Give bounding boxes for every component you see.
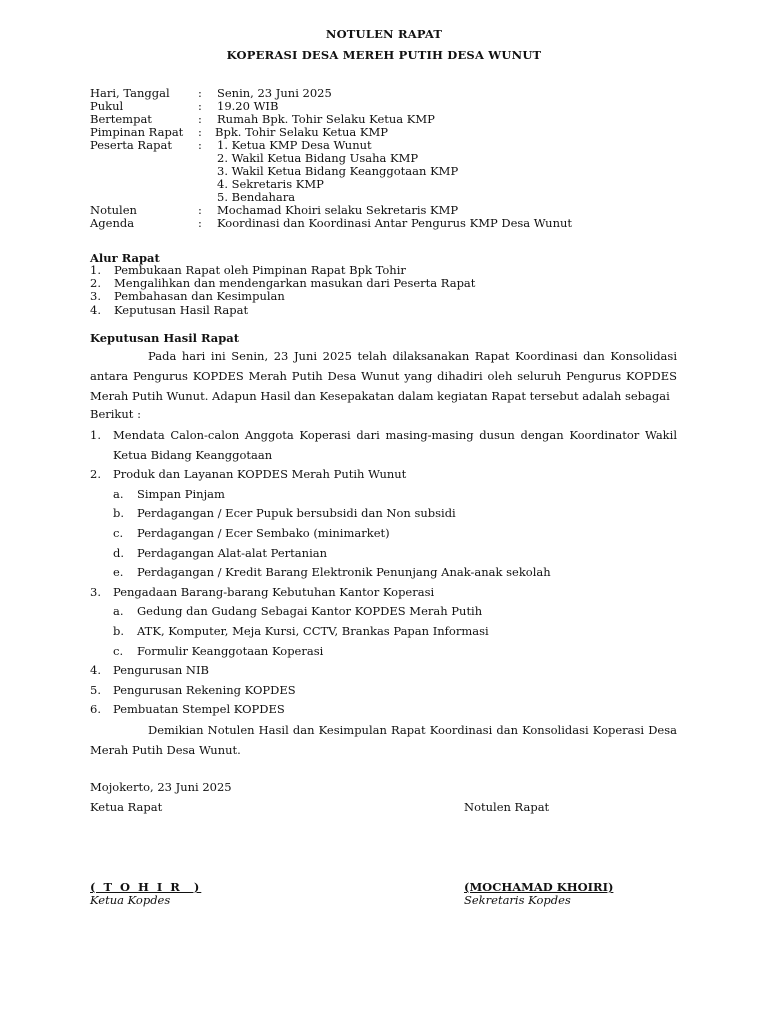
sub-item: [113, 622, 677, 642]
list-item: 2. Wakil Ketua Bidang Usaha KMP: [217, 151, 419, 165]
list-item: [90, 304, 475, 317]
item-body: [113, 583, 677, 661]
info-label: Hari, Tanggal: [90, 86, 170, 100]
list-item: [90, 681, 677, 701]
item-text: Pengurusan Rekening KOPDES: [113, 682, 296, 697]
left-signer-title: Ketua Kopdes: [90, 893, 171, 907]
item-text: Pengurusan NIB: [113, 663, 209, 678]
list-item: 1. Ketua KMP Desa Wunut: [217, 138, 372, 152]
sub-letter: b.: [113, 506, 125, 521]
info-row-agenda: [90, 217, 572, 230]
info-label: Pimpinan Rapat: [90, 125, 184, 139]
item-number: 4.: [90, 663, 101, 678]
sub-text: Perdagangan Alat-alat Pertanian: [137, 545, 328, 560]
sub-item: [113, 602, 677, 622]
sub-text: Gedung dan Gudang Sebagai Kantor KOPDES Merah Putih: [137, 604, 483, 619]
alur-heading: Alur Rapat: [90, 251, 160, 265]
item-text: Pembukaan Rapat oleh Pimpinan Rapat Bpk Tohir: [114, 263, 406, 277]
item-text: Mengalihkan dan mendengarkan masukan dari Peserta Rapat: [114, 276, 476, 291]
list-item: [90, 426, 677, 465]
sub-list: [113, 485, 677, 583]
right-signer-title: Sekretaris Kopdes: [464, 893, 571, 907]
item-text: Mendata Calon-calon Anggota Koperasi dari masing-masing dusun dengan Koordinator Wakil Ketua Bidang Keanggotaan: [113, 428, 677, 462]
item-text: Pembahasan dan Kesimpulan: [114, 289, 285, 304]
berikut-label: Berikut :: [90, 407, 141, 421]
sub-text: Perdagangan / Ecer Sembako (minimarket): [137, 525, 390, 540]
sub-text: Perdagangan / Kredit Barang Elektronik Penunjang Anak-anak sekolah: [137, 565, 551, 580]
info-colon: :: [198, 99, 202, 113]
info-label: Notulen: [90, 203, 137, 217]
sub-item: [113, 544, 677, 564]
peserta-list: [215, 139, 458, 204]
info-label: Bertempat: [90, 112, 152, 126]
document-subtitle: KOPERASI DESA MEREH PUTIH DESA WUNUT: [226, 48, 542, 62]
sub-item: [113, 485, 677, 505]
right-signer-role: Notulen Rapat: [464, 800, 550, 814]
info-value: 19.20 WIB: [217, 99, 279, 113]
closing-paragraph: Demikian Notulen Hasil dan Kesimpulan Rapat Koordinasi dan Konsolidasi Koperasi Desa Merah Putih Desa Wunut.: [90, 723, 677, 757]
alur-list: [90, 264, 475, 317]
info-value: Bpk. Tohir Selaku Ketua KMP: [215, 125, 389, 139]
sub-letter: b.: [113, 623, 125, 638]
decision-list: [90, 426, 677, 720]
list-item: [90, 661, 677, 681]
item-number: 4.: [90, 302, 101, 317]
info-value: Mochamad Khoiri selaku Sekretaris KMP: [217, 203, 459, 217]
list-item: [90, 465, 677, 583]
sub-letter: d.: [113, 545, 125, 560]
list-item: 4. Sekretaris KMP: [217, 177, 324, 191]
item-number: 3.: [90, 584, 101, 599]
info-value: Koordinasi dan Koordinasi Antar Pengurus KMP Desa Wunut: [217, 216, 573, 230]
sub-letter: a.: [113, 604, 124, 619]
info-row-hari: [90, 87, 572, 100]
sub-letter: e.: [113, 565, 124, 580]
item-number: 1.: [90, 263, 101, 277]
sub-text: ATK, Komputer, Meja Kursi, CCTV, Brankas Papan Informasi: [137, 623, 489, 638]
info-row-peserta: [90, 139, 572, 204]
item-number: 6.: [90, 702, 101, 717]
item-number: 5.: [90, 682, 101, 697]
keputusan-heading: Keputusan Hasil Rapat: [90, 331, 240, 345]
sub-letter: c.: [113, 525, 124, 540]
info-colon: :: [198, 216, 202, 230]
meeting-info: [90, 87, 572, 230]
info-colon: :: [198, 203, 202, 217]
info-colon: :: [198, 125, 202, 139]
sub-text: Formulir Keanggotaan Koperasi: [137, 643, 324, 658]
place-date: Mojokerto, 23 Juni 2025: [90, 780, 232, 794]
list-item: [90, 700, 677, 720]
list-item: [90, 290, 475, 303]
sub-item: [113, 504, 677, 524]
sub-text: Perdagangan / Ecer Pupuk bersubsidi dan Non subsidi: [137, 506, 456, 521]
item-text: Keputusan Hasil Rapat: [114, 302, 249, 317]
list-item: [90, 583, 677, 661]
intro-paragraph: Pada hari ini Senin, 23 Juni 2025 telah dilaksanakan Rapat Koordinasi dan Konsolidasi antara Pengurus KOPDES Merah Putih Desa Wunut yang dihadiri oleh seluruh Pengurus KOPDES Merah Putih Wunut. Adapun Hasil dan Kesepakatan dalam kegiatan Rapat tersebut adalah sebagai: [90, 349, 677, 403]
list-item: 3. Wakil Ketua Bidang Keanggotaan KMP: [217, 164, 459, 178]
item-number: 2.: [90, 276, 101, 291]
info-colon: :: [198, 138, 202, 152]
sub-item: [113, 642, 677, 662]
sub-letter: a.: [113, 486, 124, 501]
info-label: Pukul: [90, 99, 124, 113]
sub-text: Simpan Pinjam: [137, 486, 225, 501]
sub-letter: c.: [113, 643, 124, 658]
item-number: 3.: [90, 289, 101, 304]
item-body: [113, 465, 677, 583]
sub-item: [113, 563, 677, 583]
item-text: Pengadaan Barang-barang Kebutuhan Kantor Koperasi: [113, 584, 435, 599]
left-signer-role: Ketua Rapat: [90, 800, 163, 814]
item-text: Produk dan Layanan KOPDES Merah Putih Wunut: [113, 467, 407, 482]
sub-list: [113, 602, 677, 661]
item-number: 1.: [90, 428, 101, 442]
item-text: Pembuatan Stempel KOPDES: [113, 702, 285, 717]
item-number: 2.: [90, 467, 101, 482]
info-value: Rumah Bpk. Tohir Selaku Ketua KMP: [217, 112, 435, 126]
document-title: NOTULEN RAPAT: [325, 27, 443, 41]
info-label: Peserta Rapat: [90, 138, 172, 152]
info-colon: :: [198, 86, 202, 100]
info-colon: :: [198, 112, 202, 126]
left-signer-name: ( T O H I R ): [90, 880, 202, 894]
list-item: 5. Bendahara: [217, 190, 296, 204]
sub-item: [113, 524, 677, 544]
info-label: Agenda: [90, 216, 135, 230]
info-value: Senin, 23 Juni 2025: [217, 86, 332, 100]
right-signer-name: (MOCHAMAD KHOIRI): [464, 880, 614, 894]
